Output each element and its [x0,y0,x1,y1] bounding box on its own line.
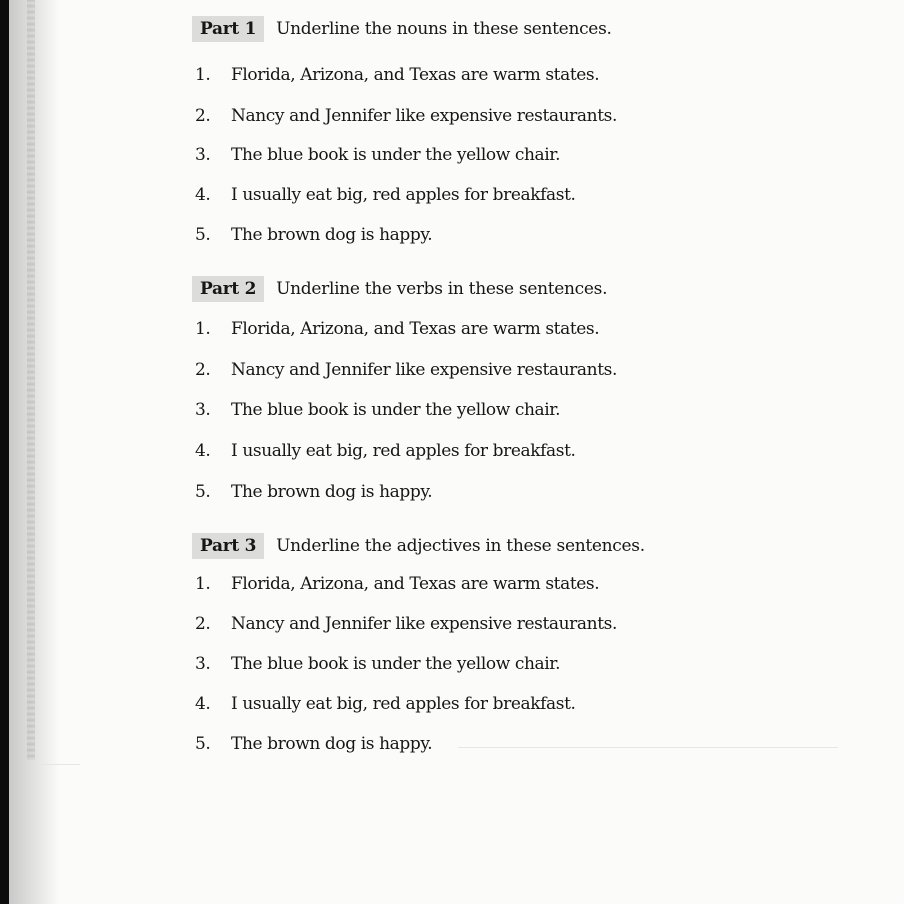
item-number: 1. [195,65,211,85]
part-2-instruction: Underline the verbs in these sentences. [276,279,608,299]
item-number: 5. [195,734,211,754]
part-2-item-5 [193,479,432,505]
part-3-section [193,531,645,754]
item-sentence: The brown dog is happy. [231,225,433,245]
part-3-item-1 [193,571,599,597]
part-2-item-4 [193,438,576,464]
part-1-item-5 [193,222,432,248]
item-number: 3. [195,145,211,165]
item-sentence: I usually eat big, red apples for breakfast. [231,694,576,714]
part-2-item-1 [193,316,599,342]
part-1-item-3 [193,142,560,168]
item-sentence: I usually eat big, red apples for breakfast. [231,185,576,205]
part-1-instruction: Underline the nouns in these sentences. [276,19,612,39]
part-3-header [193,531,645,561]
part-3-instruction: Underline the adjectives in these sentences. [276,536,645,556]
item-number: 5. [195,225,211,245]
item-sentence: Florida, Arizona, and Texas are warm states. [231,574,600,594]
faint-rule-left [36,764,80,765]
item-sentence: Nancy and Jennifer like expensive restaurants. [231,106,617,126]
faint-rule-right [458,747,838,748]
item-number: 3. [195,654,211,674]
part-2-label: Part 2 [192,276,264,302]
item-sentence: Florida, Arizona, and Texas are warm states. [231,319,600,339]
item-number: 3. [195,400,211,420]
item-number: 1. [195,574,211,594]
part-3-item-5 [193,731,432,757]
part-3-item-2 [193,611,617,637]
part-1-item-1 [193,62,599,88]
item-number: 1. [195,319,211,339]
part-2-item-2 [193,357,617,383]
part-2-section [193,274,617,502]
item-sentence: The brown dog is happy. [231,482,433,502]
item-number: 5. [195,482,211,502]
item-sentence: The blue book is under the yellow chair. [231,145,561,165]
item-number: 2. [195,360,211,380]
part-2-item-3 [193,397,560,423]
item-number: 2. [195,106,211,126]
item-number: 4. [195,441,211,461]
item-sentence: Nancy and Jennifer like expensive restaurants. [231,614,617,634]
part-1-header [193,14,612,44]
item-sentence: The blue book is under the yellow chair. [231,654,561,674]
item-sentence: I usually eat big, red apples for breakfast. [231,441,576,461]
item-sentence: Nancy and Jennifer like expensive restaurants. [231,360,617,380]
part-1-item-2 [193,103,617,129]
item-number: 4. [195,694,211,714]
part-1-section [193,14,617,245]
item-number: 2. [195,614,211,634]
item-sentence: Florida, Arizona, and Texas are warm states. [231,65,600,85]
item-number: 4. [195,185,211,205]
part-1-item-4 [193,182,576,208]
item-sentence: The blue book is under the yellow chair. [231,400,561,420]
part-3-label: Part 3 [192,533,264,559]
part-3-item-4 [193,691,576,717]
scan-dark-edge [0,0,9,904]
binding-shadow [9,0,59,904]
item-sentence: The brown dog is happy. [231,734,433,754]
part-1-label: Part 1 [192,16,264,42]
part-3-item-3 [193,651,560,677]
part-2-header [193,274,607,304]
